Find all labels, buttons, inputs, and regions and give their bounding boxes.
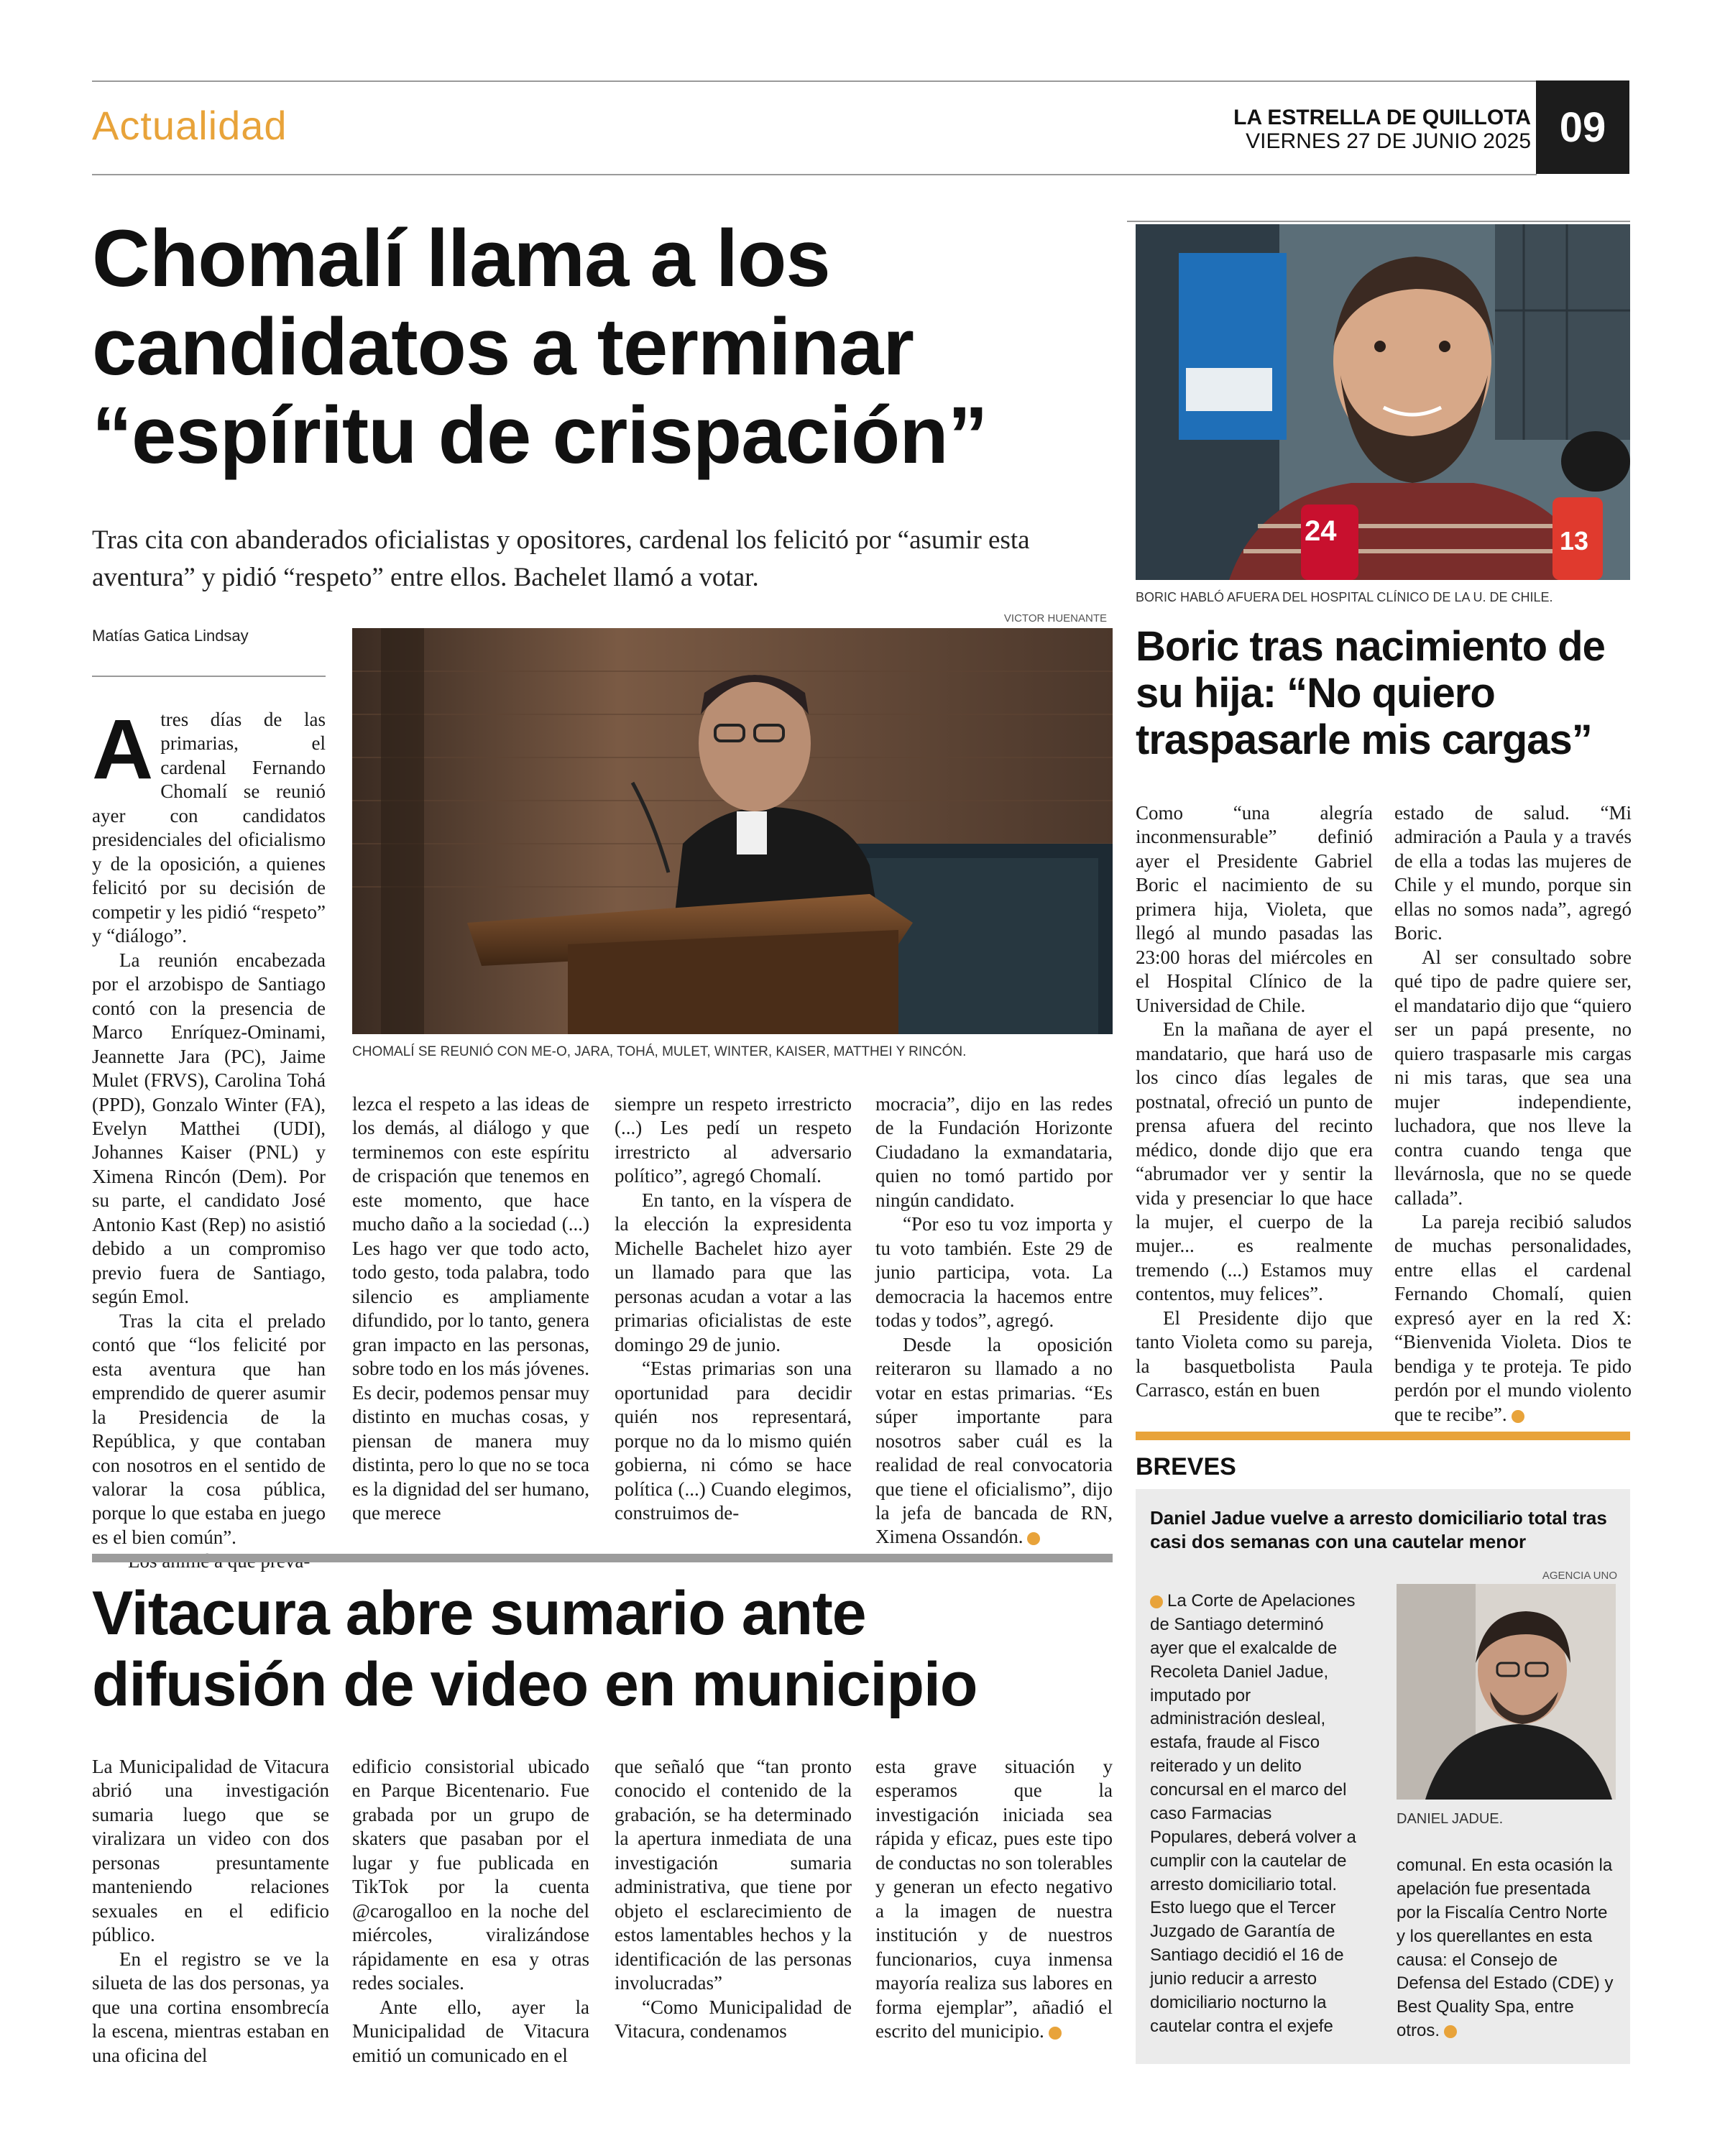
paragraph: Al ser consultado sobre qué tipo de padre quiere ser, el mandatario dijo que “quiero ser un papá presente, no quiero traspasarle mis cargas ni mis taras, que sea una mujer independiente, luchadora, que nos lleve la contra cuando tenga que llevárnosla, que no se quede callada”. [1394,946,1632,1209]
end-mark-icon [1512,1410,1524,1423]
paragraph: mocracia”, dijo en las redes de la Fundación Horizonte Ciudadano la exmandataria, quien no tomó partido por ningún candidato. [875,1093,1113,1211]
sidebar-headline-line: su hija: “No quiero [1136,669,1495,717]
paragraph: La Municipalidad de Vitacura abrió una investigación sumaria luego que se viralizara un video con dos personas presuntamente manteniendo relaciones sexuales en el edificio público. [92,1756,329,1946]
second-headline-line: difusión de video en municipio [92,1649,978,1719]
paragraph: estado de salud. “Mi admiración a Paula y a través de ella a todas las mujeres de Chile y el mundo, porque sin ellas no somos nada”, agregó Boric. [1394,802,1632,944]
paragraph [875,1755,1113,2044]
second-col-2 [352,1755,589,2078]
jadue-illustration [1397,1584,1616,1800]
sidebar-col-1 [1136,801,1373,1434]
main-photo-caption: CHOMALÍ SE REUNIÓ CON ME-O, JARA, TOHÁ, MULET, WINTER, KAISER, MATTHEI Y RINCÓN. [352,1044,967,1059]
mic-label-24: 24 [1305,515,1337,547]
sidebar-headline-line: Boric tras nacimiento de [1136,623,1605,670]
top-rule [92,80,1628,82]
main-article-col-4 [875,1092,1113,1549]
paragraph: Tras la cita el prelado contó que “los felicité por esta aventura que han emprendido de querer asumir la Presidencia de la República, y que contaban con nosotros en el sentido de valorar la cosa pública, porque lo que estaba en juego es el bien común”. [92,1309,326,1548]
breves-headline: Daniel Jadue vuelve a arresto domiciliario total tras casi dos semanas con una cautelar menor [1150,1507,1607,1552]
second-headline [92,1578,1113,1720]
section-name: Actualidad [92,103,288,148]
paragraph: En la mañana de ayer el mandatario, que hará uso de los cinco días legales de postnatal, ofreció un punto de prensa afuera del recinto médico, donde dijo que era “abrumador ver y sentir la vida y presenciar lo que hace la mujer, el cuerpo de la mujer... es realmente tremendo (...) Estamos muy contentos, muy felices”. [1136,1018,1373,1305]
main-article-col-2 [352,1092,589,1549]
breves-col-1 [1150,1590,1358,2050]
byline: Matías Gatica Lindsay [92,627,249,645]
paragraph-text: La pareja recibió saludos de muchas personalidades, entre ellas el cardenal Fernando Chomalí, quien expresó ayer en la red X: “Bienvenida Violeta. Dios te bendiga y te proteja. Te pido perdón por el mundo violento que te recibe”. [1394,1210,1632,1425]
photo-credit: VICTOR HUENANTE [1003,612,1107,625]
breves-bar [1136,1432,1630,1440]
chomali-photo [352,628,1113,1034]
main-deck: Tras cita con abanderados oficialistas y opositores, cardenal los felicitó por “asumir esta aventura” y pidió “respeto” entre ellos. Bachelet llamó a votar. [92,525,1030,592]
paragraph-text: esta grave situación y esperamos que la investigación iniciada sea rápida y eficaz, pues este tipo de conductas no son tolerables y generan un efecto negativo a la imagen de nuestra institución y de nuestros funcionarios, cuya inmensa mayoría realiza sus labores en forma ejemplar”, añadió el escrito del municipio. [875,1756,1113,2042]
sidebar-col-2 [1394,801,1632,1434]
paragraph [92,702,326,949]
breves-photo-caption: DANIEL JADUE. [1397,1811,1504,1827]
paragraph: En el registro se ve la silueta de las dos personas, ya que una cortina ensombrecía la escena, mientras estaban en una oficina del [92,1948,329,2066]
article-divider [92,1554,1113,1562]
paragraph: lezca el respeto a las ideas de los demás, al diálogo y que terminemos con este espíritu de crispación que tenemos en este momento, que hace mucho daño a la sociedad (...) Les hago ver que todo acto, todo gesto, toda palabra, todo silencio es ampliamente difundido, por lo tanto, genera gran impacto en las personas, sobre todo en los más jóvenes. Es decir, podemos pensar muy distinto en muchas cosas, y piensan de manera muy distinta, pero lo que no se toca es la dignidad del ser humano, que merece [352,1093,589,1524]
mic-label-13: 13 [1560,526,1589,556]
breves-text: comunal. En esta ocasión la apelación fue presentada por la Fiscalía Centro Norte y los querellantes en esta causa: el Consejo de Defensa del Estado (CDE) y Best Quality Spa, entre otros. [1397,1856,1614,2041]
paragraph: El Presidente dijo que tanto Violeta como su pareja, la basquetbolista Paula Carrasco, están en buen [1136,1307,1373,1401]
chomali-illustration [352,628,1113,1034]
dropcap: A [92,702,154,797]
paper-name: LA ESTRELLA DE QUILLOTA [1233,106,1531,129]
breves-text: La Corte de Apelaciones de Santiago determinó ayer que el exalcalde de Recoleta Daniel Jadue, imputado por administración desleal, estafa, fraude al Fisco reiterado y un delito concursal en el marco del caso Farmacias Populares, deberá volver a cumplir con la cautelar de arresto domiciliario total. Esto luego que el Tercer Juzgado de Garantía de Santiago decidió el 16 de junio reducir a arresto domiciliario nocturno la cautelar contra el exjefe [1150,1591,1356,2036]
end-mark-icon [1444,2025,1457,2038]
paragraph: Como “una alegría inconmensurable” definió ayer el Presidente Gabriel Boric el nacimiento de su primera hija, Violeta, que llegó al mundo pasadas las 23:00 horas del miércoles en el Hospital Clínico de la Universidad de Chile. [1136,802,1373,1016]
main-article-col-1 [92,702,326,1548]
paragraph: “Por eso tu voz importa y tu voto también. Este 29 de junio participa, vota. La democracia la hacemos entre todas y todos”, agregó. [875,1213,1113,1332]
paragraph: que señaló que “tan pronto conocido el contenido de la grabación, se ha determinado la apertura inmediata de una investigación sumaria administrativa, que tiene por objeto el esclarecimiento de estos lamentables hechos y la identificación de las personas involucradas” [615,1756,852,1994]
header-bottom-rule [92,174,1537,175]
paragraph: En tanto, en la víspera de la elección la expresidenta Michelle Bachelet hizo ayer un llamado para que las personas acudan a votar a las primarias oficialistas de este domingo 29 de junio. [615,1189,852,1355]
paper-date: VIERNES 27 DE JUNIO 2025 [1246,129,1531,153]
paragraph [875,1333,1113,1549]
second-headline-line: Vitacura abre sumario ante [92,1579,866,1648]
boric-photo [1136,224,1630,580]
breves-title: BREVES [1136,1453,1236,1480]
jadue-photo [1397,1584,1616,1800]
paragraph: “Estas primarias son una oportunidad para decidir quién nos representará, porque no da lo mismo quién gobierna, ni cómo se hace política (...) Cuando elegimos, construimos de- [615,1358,852,1524]
bullet-icon [1150,1595,1163,1608]
end-mark-icon [1027,1532,1040,1545]
paragraph-text: tres días de las primarias, el cardenal Fernando Chomalí se reunió ayer con candidatos presidenciales del oficialismo y de la oposición, a quienes felicitó por su decisión de competir y les pidió “respeto” y “diálogo”. [92,709,326,947]
sidebar-headline-line: traspasarle mis cargas” [1136,716,1592,763]
paragraph: “Como Municipalidad de Vitacura, condenamos [615,1996,852,2042]
second-col-4 [875,1755,1113,2078]
paragraph-text: Desde la oposición reiteraron su llamado a no votar en estas primarias. “Es súper importante para nosotros saber cuál es la realidad de real convocatoria que tiene el oficialismo”, dijo la jefa de bancada de RN, Ximena Ossandón. [875,1333,1113,1548]
sidebar-photo-caption: BORIC HABLÓ AFUERA DEL HOSPITAL CLÍNICO DE LA U. DE CHILE. [1136,590,1553,604]
main-headline [92,214,1098,480]
breves-col-2 [1397,1854,1616,2055]
byline-rule [92,676,326,677]
paragraph: siempre un respeto irrestricto (...) Les pedí un respeto irrestricto al adversario político”, agregó Chomalí. [615,1093,852,1187]
boric-illustration [1136,224,1630,580]
page-number: 09 [1536,80,1629,174]
paragraph [1394,1210,1632,1427]
main-headline-line: “espíritu de crispación” [92,390,988,481]
second-col-3 [615,1755,852,2078]
paragraph: Ante ello, ayer la Municipalidad de Vitacura emitió un comunicado en el [352,1996,589,2066]
sidebar-rule [1127,221,1630,222]
paragraph: edificio consistorial ubicado en Parque Bicentenario. Fue grabada por un grupo de skaters que pasaban por el lugar y fue publicada en TikTok por la cuenta @carogalloo en la noche del miércoles, viralizándose rápidamente en esa y otras redes sociales. [352,1756,589,1994]
end-mark-icon [1049,2027,1062,2040]
sidebar-headline [1136,624,1632,764]
second-col-1 [92,1755,329,2078]
paragraph: La reunión encabezada por el arzobispo de Santiago contó con la presencia de Marco Enríquez-Ominami, Jeannette Jara (PC), Jaime Mulet (FRVS), Carolina Tohá (PPD), Gonzalo Winter (FA), Evelyn Matthei (UDI), Johannes Kaiser (PNL) y Ximena Rincón (Dem). Por su parte, el candidato José Antonio Kast (Rep) no asistió debido a un compromiso previo fuera de Santiago, según Emol. [92,949,326,1308]
main-headline-line: candidatos a terminar [92,302,914,392]
breves-photo-credit: AGENCIA UNO [1542,1570,1617,1582]
main-headline-line: Chomalí llama a los [92,213,830,303]
main-article-col-3 [615,1092,852,1549]
